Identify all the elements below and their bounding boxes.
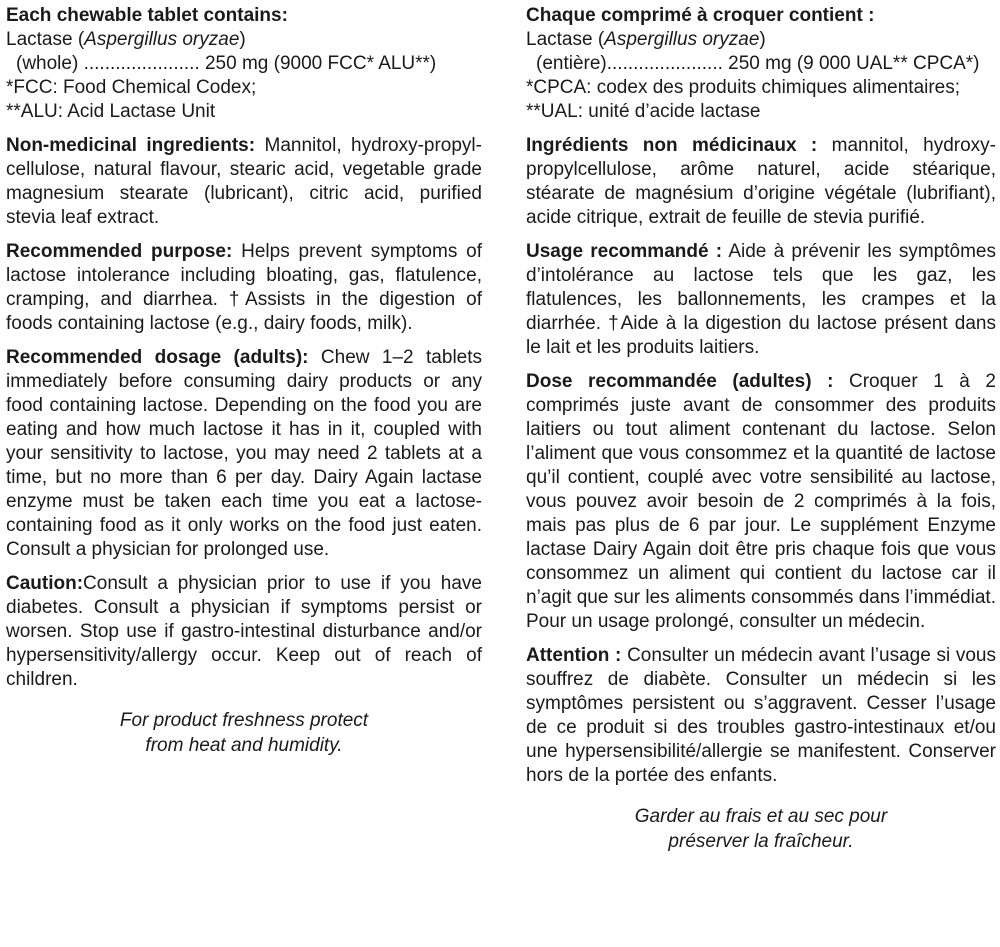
fr-lactase-prefix: Lactase ( — [526, 29, 605, 50]
en-dosage-text: Chew 1–2 tablets immediately before consuming dairy products or any food containing lactose. Depending on the food you are eating and how much lactose it has in it, coupled with your sensitivity to lactose, you may need 2 tablets at a time, but no more than 6 per day. Dairy Again lactase enzyme must be taken each time you eat a lactose-containing food as it only works on the food just eaten. Consult a physician for prolonged use. — [6, 347, 483, 560]
french-column — [526, 4, 996, 947]
fr-purpose-label: Usage recommandé : — [526, 241, 723, 262]
en-lactase-suffix: ) — [239, 29, 246, 50]
fr-cpca-note: *CPCA: codex des produits chimiques alimentaires; — [526, 77, 961, 98]
fr-ual-note: **UAL: unité d’acide lactase — [526, 101, 761, 122]
fr-dosage-label: Dose recommandée (adultes) : — [526, 371, 834, 392]
en-freshness-line1: For product freshness protect — [119, 710, 369, 731]
fr-whole-line: (entière)...................... 250 mg (9 000 UAL** CPCA*) — [536, 53, 980, 74]
en-dosage-label: Recommended dosage (adults): — [6, 347, 309, 368]
en-lactase-source: Aspergillus oryzae — [84, 29, 240, 50]
fr-caution-label: Attention : — [526, 645, 622, 666]
en-caution-text: Consult a physician prior to use if you have diabetes. Consult a physician if symptoms persist or worsen. Stop use if gastro-intestinal disturbance and/or hypersensitivity/allergy occur. Keep out of reach of children. — [6, 573, 482, 690]
fr-caution-paragraph — [526, 644, 996, 788]
en-nonmedicinal-paragraph — [6, 134, 482, 230]
english-column — [6, 4, 482, 947]
en-lactase-line — [6, 28, 482, 52]
en-purpose-text: Helps prevent symptoms of lactose intolerance including bloating, gas, flatulence, cramping, and diarrhea. †Assists in the digestion of foods containing lactose (e.g., dairy foods, milk). — [6, 241, 482, 334]
en-contains-heading: Each chewable tablet contains: — [6, 5, 288, 26]
fr-caution-text: Consulter un médecin avant l’usage si vous souffrez de diabète. Consulter un médecin si les symptômes persistent ou s’aggravent. Cesser l’usage de ce produit si des troubles gastro-intestinaux et/ou une hypersensibilité/allergie se manifestent. Conserver hors de la portée des enfants. — [526, 645, 996, 786]
en-caution-paragraph — [6, 572, 482, 692]
fr-lactase-source: Aspergillus oryzae — [604, 29, 760, 50]
en-contents-section — [6, 4, 482, 124]
en-caution-label: Caution: — [6, 573, 84, 594]
en-purpose-label: Recommended purpose: — [6, 241, 233, 262]
fr-contains-heading: Chaque comprimé à croquer contient : — [526, 5, 875, 26]
en-whole-line: (whole) ...................... 250 mg (9000 FCC* ALU**) — [16, 53, 437, 74]
fr-nonmedicinal-paragraph — [526, 134, 996, 230]
fr-dosage-paragraph — [526, 370, 996, 634]
fr-freshness-line2: préserver la fraîcheur. — [668, 831, 854, 852]
en-dosage-paragraph — [6, 346, 482, 562]
fr-lactase-suffix: ) — [759, 29, 766, 50]
en-fcc-note: *FCC: Food Chemical Codex; — [6, 77, 257, 98]
fr-freshness-note — [526, 804, 996, 854]
fr-purpose-paragraph — [526, 240, 996, 360]
en-freshness-line2: from heat and humidity. — [145, 735, 343, 756]
fr-dosage-text: Croquer 1 à 2 comprimés juste avant de consommer des produits laitiers ou tout aliment contenant du lactose. Selon l’aliment que vous consommez et la quantité de lactose qu’il contient, couplé avec votre sensibilité au lactose, vous pouvez avoir besoin de 2 comprimés à la fois, mais pas plus de 6 par jour. Le supplément Enzyme lactase Dairy Again doit être pris chaque fois que vous consommez un aliment qui contient du lactose car il n’agit que sur les aliments consommés dans l’immédiat. Pour un usage prolongé, consulter un médecin. — [526, 371, 996, 632]
fr-contents-section — [526, 4, 996, 124]
en-nonmed-label: Non-medicinal ingredients: — [6, 135, 256, 156]
en-nonmed-text: Mannitol, hydroxy-propyl-cellulose, natural flavour, stearic acid, vegetable grade magnesium stearate (lubricant), citric acid, purified stevia leaf extract. — [6, 135, 482, 228]
fr-purpose-text: Aide à prévenir les symptômes d’intolérance au lactose tels que les gaz, les flatulences, les ballonnements, les crampes et la diarrhée. †Aide à la digestion du lactose présent dans le lait et les produits laitiers. — [526, 241, 996, 358]
en-purpose-paragraph — [6, 240, 482, 336]
fr-nonmed-text: mannitol, hydroxy-propylcellulose, arôme naturel, acide stéarique, stéarate de magnésium d’origine végétale (lubrifiant), acide citrique, extrait de feuille de stevia purifié. — [526, 135, 996, 228]
fr-nonmed-label: Ingrédients non médicinaux : — [526, 135, 818, 156]
en-lactase-prefix: Lactase ( — [6, 29, 85, 50]
en-freshness-note — [6, 708, 482, 758]
fr-lactase-line — [526, 28, 996, 52]
fr-freshness-line1: Garder au frais et au sec pour — [634, 806, 888, 827]
en-alu-note: **ALU: Acid Lactase Unit — [6, 101, 216, 122]
